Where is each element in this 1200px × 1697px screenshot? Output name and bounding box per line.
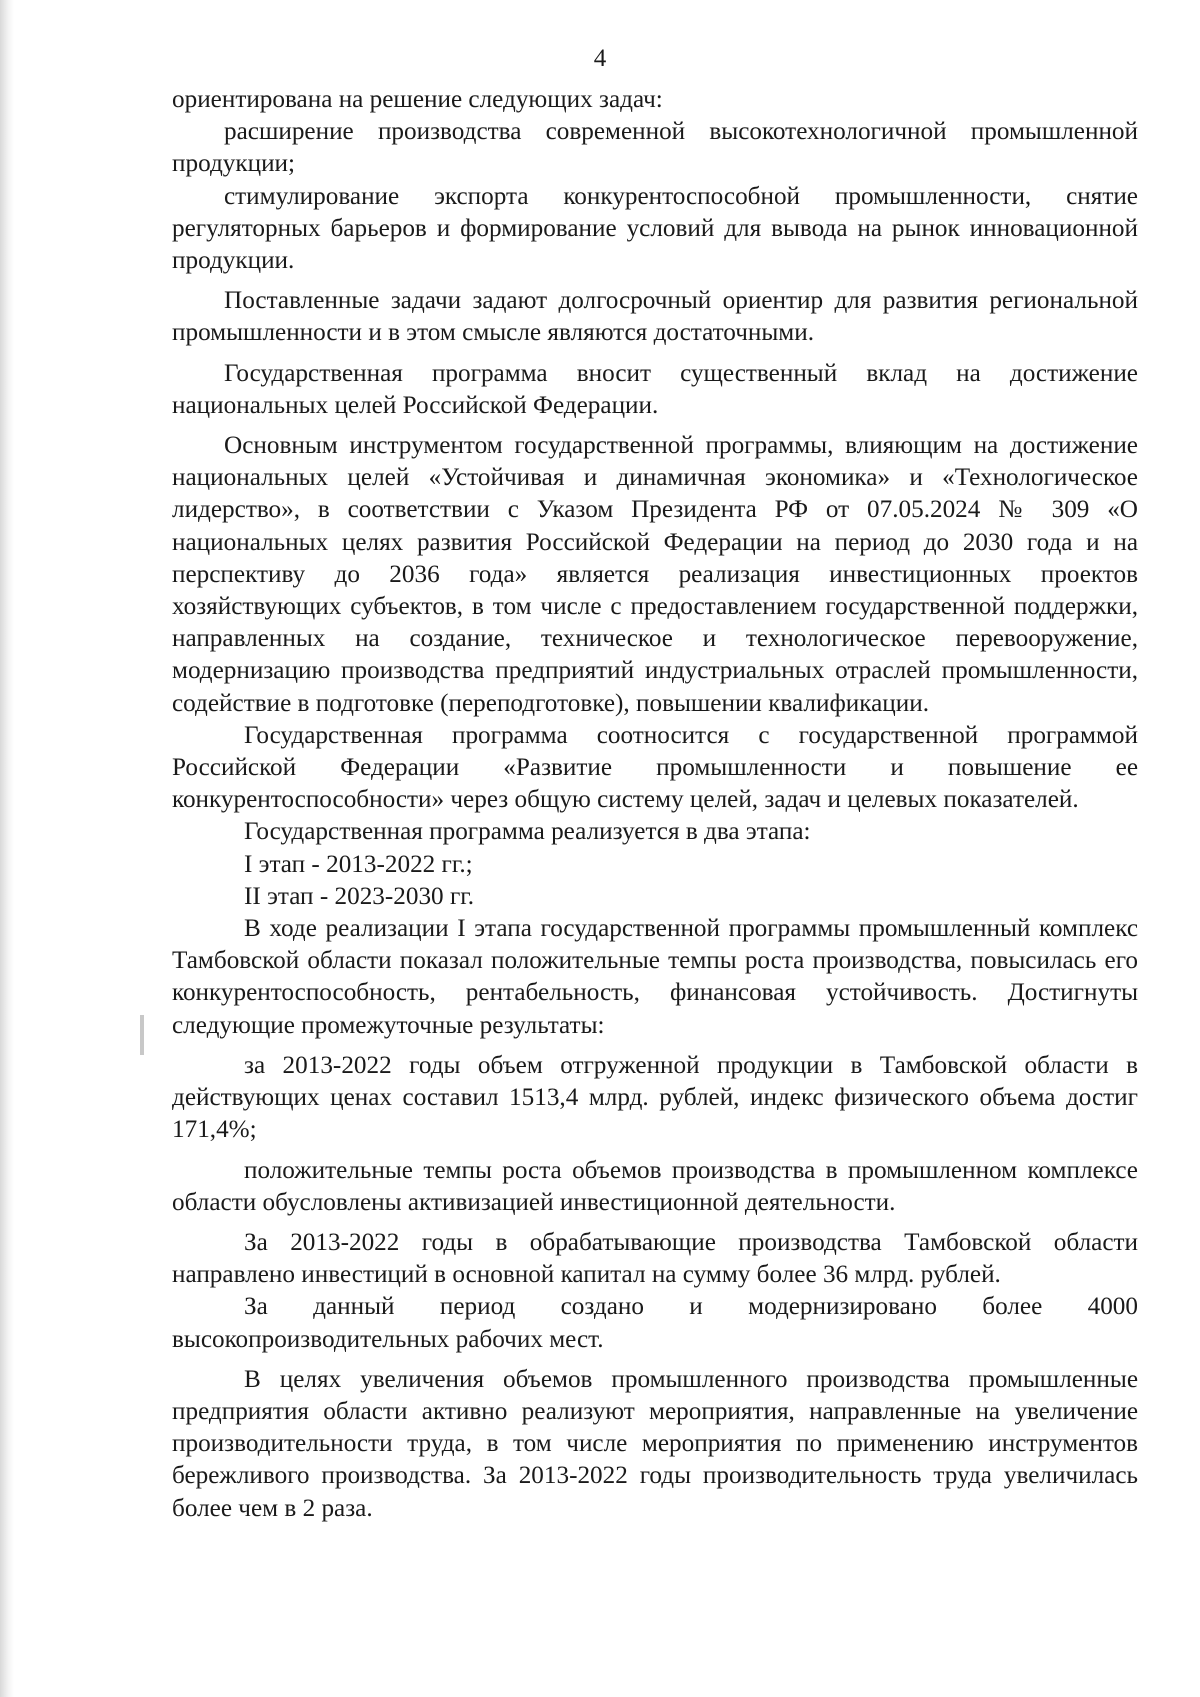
paragraph-stages-intro: Государственная программа реализуется в два этапа: (244, 818, 811, 846)
paragraph-tasks-sufficiency: Поставленные задачи задают долгосрочный ориентир для развития региональной промышленности и в этом смысле являются достаточными. (172, 287, 1138, 347)
paragraph-national-goals: Государственная программа вносит существенный вклад на достижение национальных целей Российской Федерации. (172, 359, 1138, 419)
paragraph-investments: За 2013-2022 годы в обрабатывающие производства Тамбовской области направлено инвестиций в основной капитал на сумму более 36 млрд. рублей. (172, 1228, 1138, 1289)
paragraph-tasks-intro: ориентирована на решение следующих задач: (172, 86, 663, 113)
paragraph-federal-program: Государственная программа соотносится с государственной программой Российской Федерации «Развитие промышленности и повышение ее конкурентоспособности» через общую систему целей, задач и целевых показателей. (172, 721, 1138, 814)
paragraph-stage-2: II этап - 2023-2030 гг. (244, 882, 475, 910)
paragraph-productivity: В целях увеличения объемов промышленного производства промышленные предприятия области активно реализуют мероприятия, направленные на увеличение производительности труда, в том числе мероприятия по применению инструментов бережливого производства. За 2013-2022 годы производительность труда увеличилась более чем в 2 раза. (172, 1365, 1138, 1522)
paragraph-task-production: расширение производства современной высокотехнологичной промышленной продукции; (172, 118, 1138, 178)
scan-edge-shadow (0, 0, 14, 1697)
paragraph-stage-1-results: В ходе реализации I этапа государственной программы промышленный комплекс Тамбовской области показал положительные темпы роста производства, повысилась его конкурентоспособность, рентабельность, финансовая устойчивость. Достигнуты следующие промежуточные результаты: (172, 915, 1138, 1039)
paragraph-main-instrument: Основным инструментом государственной программы, влияющим на достижение национальных целей «Устойчивая и динамичная экономика» и «Технологическое лидерство», в соответствии с Указом Президента РФ от 07.05.2024 № 309 «О национальных целях развития Российской Федерации на период до 2030 года и на перспективу до 2036 года» является реализация инвестиционных проектов хозяйствующих субъектов, в том числе с предоставлением государственной поддержки, направленных на создание, техническое и технологическое перевооружение, модернизацию производства предприятий индустриальных отраслей промышленности, содействие в подготовке (переподготовке), повышении квалификации. (172, 432, 1138, 717)
paragraph-task-export: стимулирование экспорта конкурентоспособной промышленности, снятие регуляторных барьеров и формирование условий для вывода на рынок инновационной продукции. (172, 182, 1138, 275)
paragraph-growth-reasons: положительные темпы роста объемов производства в промышленном комплексе области обусловлены активизацией инвестиционной деятельности. (172, 1156, 1138, 1216)
page-number: 4 (593, 45, 607, 72)
paragraph-stage-1: I этап - 2013-2022 гг.; (244, 850, 473, 878)
paragraph-jobs: За данный период создано и модернизировано более 4000 высокопроизводительных рабочих мест. (172, 1293, 1138, 1353)
paragraph-shipped-volume: за 2013-2022 годы объем отгруженной продукции в Тамбовской области в действующих ценах составил 1513,4 млрд. рублей, индекс физического объема достиг 171,4%; (172, 1051, 1138, 1144)
scan-artifact (140, 1015, 144, 1055)
document-body (172, 84, 1138, 1525)
